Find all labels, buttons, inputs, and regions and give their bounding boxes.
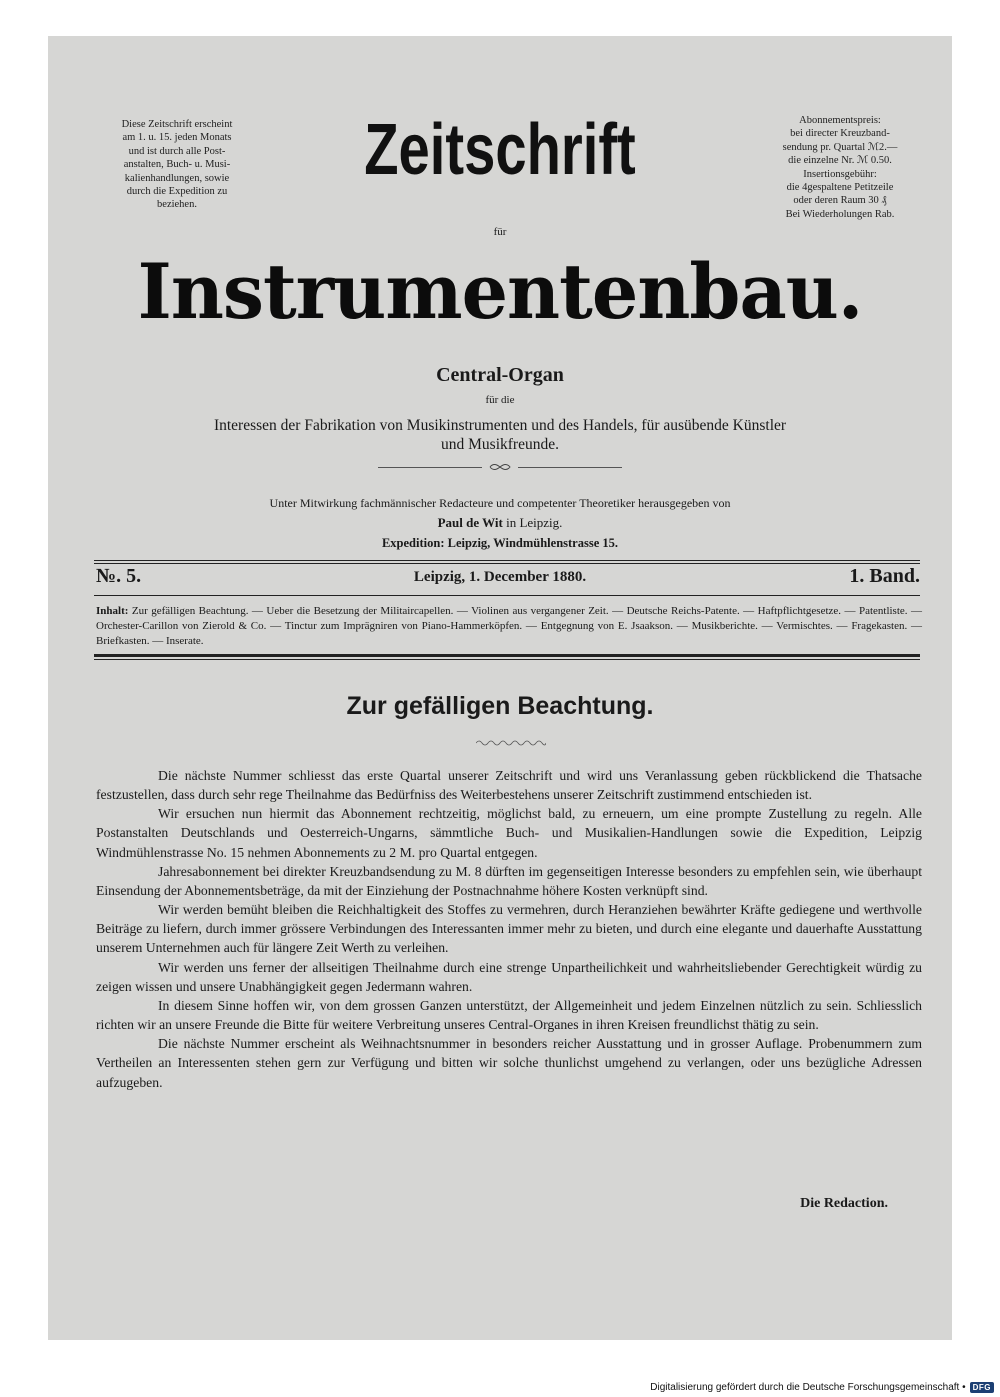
left-box-line: Diese Zeitschrift erscheint [121, 119, 233, 130]
editorial-cooperation-line: Unter Mitwirkung fachmännischer Redacteure und competenter Theoretiker herausgegeben von [269, 496, 731, 510]
price-info-right [748, 114, 932, 221]
masthead-title-instrumentenbau: Instrumentenbau. [137, 247, 863, 336]
right-box-line: bei directer Kreuzband- [790, 128, 890, 140]
expedition-address: Expedition: Leipzig, Windmühlenstrasse 15. [381, 536, 619, 550]
interests-line: und Musikfreunde. [441, 436, 559, 453]
masthead-title-zeitschrift: Zeitschrift [364, 110, 636, 190]
dfg-logo: DFG [970, 1382, 994, 1393]
left-box-line: kalienhandlungen, sowie [124, 172, 230, 184]
right-box-line: Bei Wiederholungen Rab. [785, 208, 895, 220]
credit-text: Digitalisierung gefördert durch die Deutsche Forschungsgemeinschaft • [650, 1382, 966, 1393]
editor-name: Paul de Wit [437, 515, 503, 530]
masthead-fuer: für [493, 226, 507, 238]
contents-label: Inhalt: [96, 605, 129, 617]
subscription-info-left [92, 118, 262, 212]
article-signature: Die Redaction. [800, 1196, 888, 1211]
right-box-line: sendung pr. Quartal ℳ2.— [782, 141, 898, 153]
wave-ornament-icon [476, 738, 546, 748]
issue-number: №. 5. [96, 565, 142, 587]
contents-top-rule [94, 595, 920, 596]
left-box-line: am 1. u. 15. jeden Monats [122, 132, 232, 144]
left-box-line: und ist durch alle Post- [128, 145, 226, 157]
article-paragraph: Jahresabonnement bei direkter Kreuzbandsendung zu M. 8 dürften im gegenseitigen Interesse besonders zu empfehlen sein, wie überhaupt Einsendung der Abonnementsbeträge, da mit der Einziehung der Postnachnahme höhere Kosten verknüpft sind. [96, 863, 922, 898]
editor-place: in Leipzig. [502, 515, 563, 530]
volume-number: 1. Band. [849, 565, 920, 587]
article-paragraph: Wir werden bemüht bleiben die Reichhaltigkeit des Stoffes zu vermehren, durch Heranziehen bewährter Kräfte gediegene und werthvolle Beiträge zu liefern, durch immer grössere Verbindungen des Interessanten immer mehr zu bieten, und durch eine elegante und dauerhafte Ausstattung unserem Unternehmen auch für längere Zeit Werth zu verleihen. [96, 902, 922, 956]
article-headline: Zur gefälligen Beachtung. [346, 692, 654, 720]
interests-line: Interessen der Fabrikation von Musikinstrumenten und des Handels, für ausübende Künstler [213, 417, 787, 434]
contents-bottom-rule [94, 654, 920, 657]
article-body [96, 766, 922, 1092]
divider-ornament [378, 460, 622, 474]
right-box-line: oder deren Raum 30 ₰ [793, 195, 887, 207]
contents-bottom-rule-2 [94, 659, 920, 660]
table-of-contents [96, 604, 922, 649]
right-box-line: die 4gespaltene Petitzeile [786, 182, 894, 194]
contents-text: Zur gefälligen Beachtung. — Ueber die Besetzung der Militaircapellen. — Violinen aus vergangener Zeit. — Deutsche Reichs-Patente. — Haftpflichtgesetze. — Patentliste. — Orchester-Carillon von Zierold & Co. — Tinctur zum Imprägniren von Piano-Hammerköpfen. — Entgegnung von E. Jsaakson. — Musikberichte. — Vermischtes. — Fragekasten. — Briefkasten. — Inserate. [96, 605, 922, 647]
article-paragraph: Die nächste Nummer erscheint als Weihnachtsnummer in besonders reicher Ausstattung und in grosser Auflage. Probenummern zum Vertheilen an Interessenten stehen gern zur Verfügung und bitten wir solche thunlichst umgehend zu verlangen, oder uns bezügliche Adressen aufzugeben. [96, 1036, 922, 1090]
subtitle-fuer-die: für die [485, 394, 515, 406]
issue-date: Leipzig, 1. December 1880. [413, 569, 587, 585]
right-box-line: die einzelne Nr. ℳ 0.50. [788, 155, 892, 167]
right-box-line: Abonnementspreis: [799, 115, 881, 126]
ornament-icon [488, 460, 512, 474]
issue-top-rule [94, 560, 920, 561]
interests-statement [48, 416, 952, 454]
article-paragraph: Die nächste Nummer schliesst das erste Quartal unserer Zeitschrift und wird uns Veranlassung geben rückblickend die Thatsache festzustellen, dass durch sehr rege Theilnahme das Bedürfniss des Weiterbestehens unserer Zeitschrift zustimmend entschieden ist. [96, 768, 922, 803]
scanned-page [48, 36, 952, 1340]
left-box-line: beziehen. [157, 199, 197, 211]
article-paragraph: Wir ersuchen nun hiermit das Abonnement rechtzeitig, möglichst bald, zu erneuern, um eine prompte Zustellung zu regeln. Alle Postanstalten Deutschlands und Oesterreich-Ungarns, sämmtliche Buch- und Musikalien-Handlungen sowie die Expedition, Leipzig Windmühlenstrasse No. 15 nehmen Abonnements zu 2 M. pro Quartal entgegen. [96, 806, 922, 860]
left-box-line: durch die Expedition zu [126, 186, 228, 198]
issue-top-rule-2 [94, 563, 920, 564]
editor-line [48, 515, 952, 531]
article-paragraph: In diesem Sinne hoffen wir, von dem grossen Ganzen unterstützt, der Allgemeinheit und jedem Einzelnen nützlich zu sein. Schliesslich richten wir an unsere Freunde die Bitte für weitere Verbreitung unseres Central-Organes in ihren Kreisen freundlichst thätig zu sein. [96, 997, 922, 1033]
right-box-line: Insertionsgebühr: [803, 168, 877, 180]
left-box-line: anstalten, Buch- u. Musi- [123, 159, 231, 171]
subtitle-central-organ: Central-Organ [436, 364, 564, 386]
article-paragraph: Wir werden uns ferner der allseitigen Theilnahme durch eine strenge Unpartheilichkeit und wahrheitsliebender Gerechtigkeit würdig zu zeigen wissen und unsere Unabhängigkeit gegen Jedermann wahren. [96, 959, 922, 994]
digitization-credit [650, 1382, 994, 1393]
